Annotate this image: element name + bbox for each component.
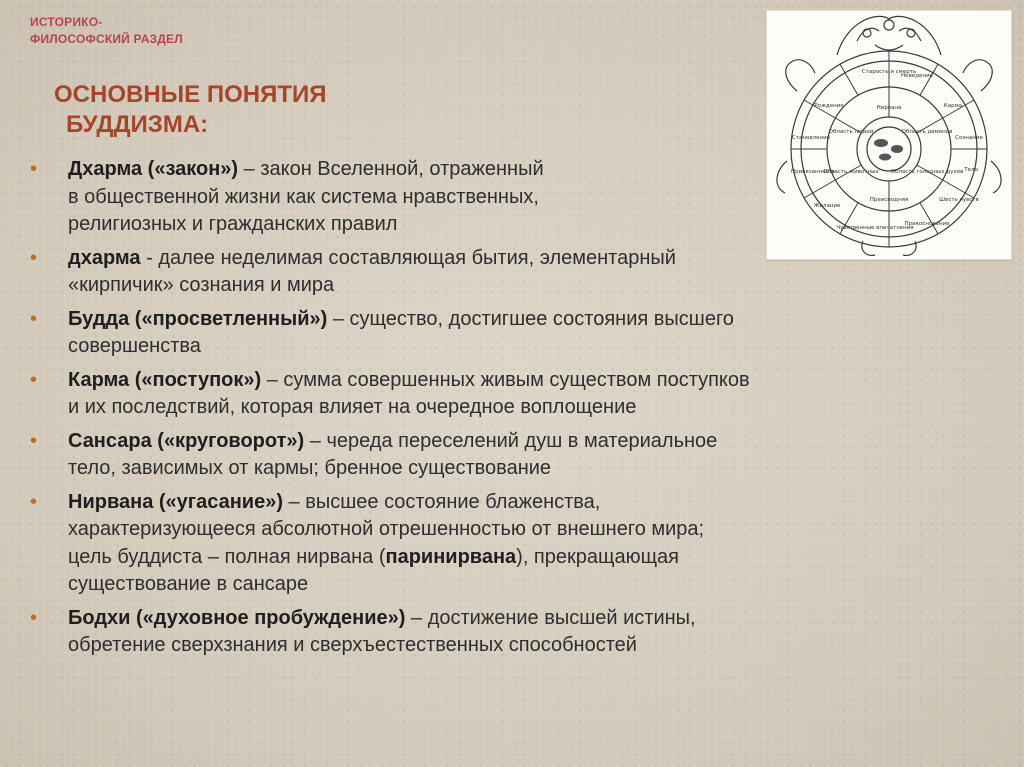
term-definition: – высшее состояние блаженства, [283,490,601,513]
section-label-line-2: ФИЛОСОФСКИЙ РАЗДЕЛ [30,32,183,46]
buddhism-terms-list [30,156,990,666]
realm-label: Область демонов [901,129,953,135]
bullet-icon: • [30,606,38,629]
term-definition: – сумма совершенных живым существом поступков [261,368,750,391]
term-name: Будда («просветленный») [68,307,328,330]
term-name: Карма («поступок») [68,368,262,391]
term-definition: – закон Вселенной, отраженный [238,158,544,180]
ring-label: Старость и смерть [861,69,917,75]
ring-label: Прикосновение [904,221,950,227]
ring-label: Неведение [901,73,933,79]
term-definition-line: тело, зависимых от кармы; бренное существование [68,457,552,479]
section-label [30,14,183,48]
term-definition-line: в общественной жизни как система нравственных, [68,185,539,208]
section-label-line-1: ИСТОРИКО- [30,15,103,29]
term-definition-line: существование в сансаре [68,573,309,595]
ring-label: Привязанность [790,169,836,175]
bullet-icon: • [30,490,38,513]
ring-label: Карма [943,103,963,109]
bullet-icon: • [30,429,38,452]
slide-title-line-2: БУДДИЗМА: [66,111,209,138]
realm-label: Нирвана [876,105,902,111]
term-definition: - далее неделимая составляющая бытия, элементарный [140,246,676,269]
term-definition: – существо, достигшее состояния высшего [327,307,734,330]
term-name: Нирвана («угасание») [68,490,283,513]
ring-label: Рождение [814,103,844,109]
ring-label: Шесть чувств [939,197,979,203]
term-definition-line: характеризующееся абсолютной отрешенностью от внешнего мира; [68,518,705,540]
term-item-dharma-law [30,156,990,239]
ring-label: Чувственные впечатления [836,225,914,231]
term-name: Бодхи («духовное пробуждение») [68,606,406,629]
bullet-icon: • [30,368,38,391]
term-definition-line: обретение сверхзнания и сверхъестественных способностей [68,634,637,656]
ring-label: Желание [813,203,841,209]
realm-label: Область людей [828,129,874,135]
term-definition: – достижение высшей истины, [405,606,696,629]
term-item-dharma-element [30,245,990,300]
term-definition-tail: ), прекращающая [516,545,679,568]
term-name: дхарма [68,246,141,269]
inner-term-name: паринирвана [385,545,517,568]
bullet-icon: • [30,307,38,330]
ring-label: Тело [964,167,978,173]
realm-label: Область животных [823,169,879,175]
term-definition-line: «кирпичик» сознания и мира [68,274,335,296]
term-name: Дхарма («закон») [68,158,239,180]
term-definition-line: религиозных и гражданских правил [68,213,398,235]
term-definition-line: совершенства [68,335,201,357]
term-definition: – череда переселений душ в материальное [304,429,718,452]
realm-label: Преисподняя [869,197,909,203]
term-item-samsara [30,428,990,483]
term-definition-line: и их последствий, которая влияет на очередное воплощение [68,396,637,418]
term-name: Сансара («круговорот») [68,429,305,452]
realm-label: Область голодных духов [890,169,964,175]
term-item-nirvana [30,489,990,599]
slide-title [54,80,327,140]
ring-label: Становление [791,135,831,141]
term-item-bodhi [30,605,990,660]
bullet-icon: • [30,158,38,180]
bullet-icon: • [30,246,38,269]
term-item-buddha [30,306,990,361]
term-item-karma [30,367,990,422]
term-definition-line: цель буддиста – полная нирвана ( [68,545,386,568]
ring-label: Сознание [955,135,983,141]
slide-title-line-1: ОСНОВНЫЕ ПОНЯТИЯ [54,81,327,108]
